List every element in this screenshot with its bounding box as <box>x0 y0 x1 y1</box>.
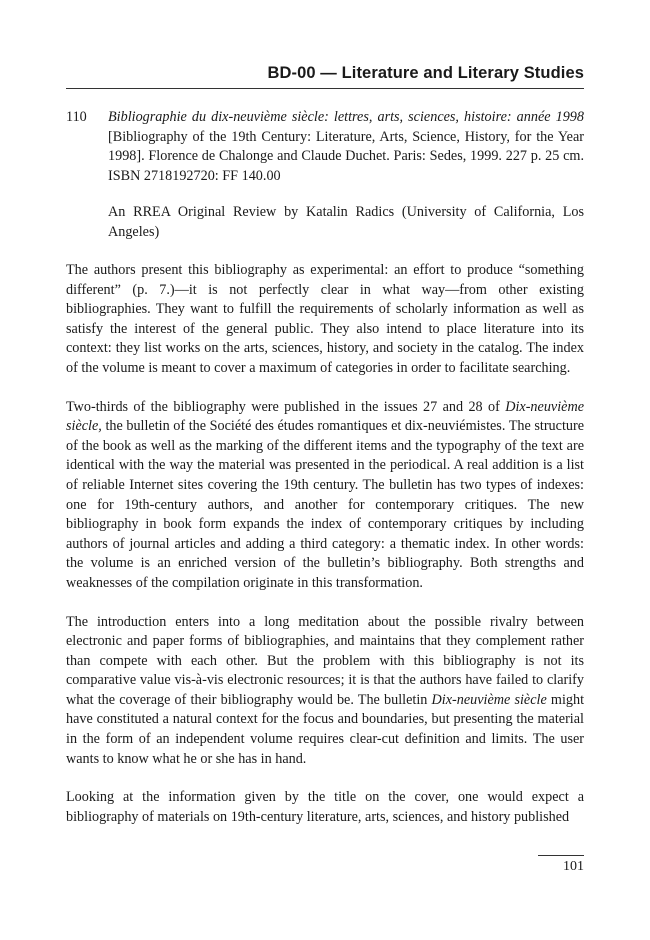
entry-citation-details: [Bibliography of the 19th Century: Literature, Arts, Science, History, for the Year 1998]. Florence de Chalonge and Claude Duchet. Paris: Sedes, 1999. 227 p. 25 cm. ISBN 2718192720: FF 140.00 <box>108 128 584 184</box>
entry-number: 110 <box>66 109 87 125</box>
paragraph-2-text-b: the bulletin of the Société des études romantiques et dix-neuviémistes. The structure of the book as well as the marking of the different items and the typography of the text are identical with the way the material was presented in the periodical. A real addition is a list of reliable Internet sites covering the 19th century. The bulletin has two types of indexes: one for 19th-century authors, and another for contemporary critiques. The new bibliography in book form expands the index of contemporary critiques by including authors of journal articles and adding a third category: a thematic index. In other words: the volume is an enriched version of the bulletin’s bibliography. Both strengths and weaknesses of the compilation originate in this transformation. <box>66 418 584 591</box>
running-header: BD-00 — Literature and Literary Studies <box>66 64 584 89</box>
entry-citation <box>108 108 584 186</box>
review-credit: An RREA Original Review by Katalin Radics (University of California, Los Angeles) <box>108 204 584 240</box>
paragraph-2 <box>66 398 584 594</box>
paragraph-2-text-a: Two-thirds of the bibliography were published in the issues 27 and 28 of <box>66 398 506 415</box>
paragraph-4: Looking at the information given by the title on the cover, one would expect a bibliography of materials on 19th-century literature, arts, sciences, and history published <box>66 789 584 825</box>
bibliography-entry <box>66 108 584 243</box>
footer-rule <box>538 855 584 856</box>
review-body <box>66 261 584 846</box>
paragraph-3-text-b: might have constituted a natural context for the focus and boundaries, but presenting the material in the form of an independent volume requires clear-cut definition and limits. The user wants to know what he or she has in hand. <box>66 691 585 767</box>
paragraph-3-italic: Dix-neuvième siècle <box>431 691 547 708</box>
paragraph-1: The authors present this bibliography as experimental: an effort to produce “something different” (p. 7.)—it is not perfectly clear in what way—from other existing bibliographies. They want to fulfill the requirements of scholarly information as well as satisfy the interest of the general public. They also intend to place literature into its context: they list works on the arts, sciences, history, and society in the catalog. The index of the volume is meant to cover a maximum of categories in order to facilitate searching. <box>66 262 584 376</box>
paragraph-3-text-a: The introduction enters into a long meditation about the possible rivalry between electronic and paper forms of bibliographies, and maintains that they complement rather than compete with each other. But the problem with this bibliography is not its comparative value vis-à-vis electronic resources; it is that the authors have failed to clarify what the coverage of their bibliography would be. The bulletin <box>66 613 584 708</box>
entry-body <box>108 108 584 243</box>
paragraph-2-italic: Dix-neuvième siècle, <box>66 398 584 435</box>
page-number: 101 <box>563 859 584 874</box>
paragraph-3 <box>66 613 584 770</box>
entry-title: Bibliographie du dix-neuvième siècle: lettres, arts, sciences, histoire: année 1998 <box>108 109 584 125</box>
